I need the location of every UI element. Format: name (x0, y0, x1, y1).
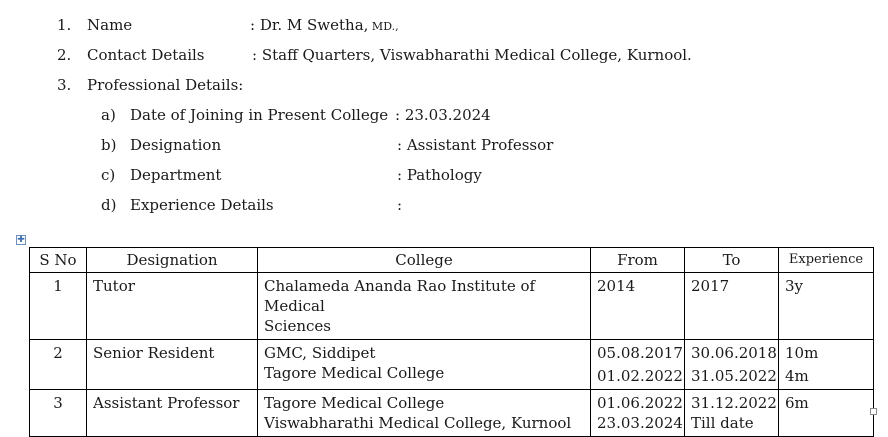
row-3-from (591, 390, 685, 437)
name-label: Name (87, 16, 133, 34)
subitem-letter-c: c) (101, 166, 116, 184)
row-2-from-line-1: 05.08.2017 (597, 344, 683, 362)
row-3-college-line-1: Tagore Medical College (264, 394, 445, 412)
row-1-college (258, 273, 591, 340)
row-2-to-line-2: 31.05.2022 (691, 367, 777, 385)
row-1-experience: 3y (779, 273, 874, 340)
department-label: Department (130, 166, 222, 184)
row-1-college-line-1: Chalameda Ananda Rao Institute of Medical (264, 277, 536, 315)
row-3-to (685, 390, 779, 437)
name-value (250, 15, 399, 37)
subitem-letter-d: d) (101, 196, 117, 214)
table-row (30, 273, 874, 340)
row-1-to: 2017 (685, 273, 779, 340)
row-2-experience-line-1: 10m (785, 344, 819, 362)
header-college: College (258, 248, 591, 273)
experience-table (29, 247, 874, 437)
name-value-text: : Dr. M Swetha, (250, 16, 369, 34)
row-3-from-line-1: 01.06.2022 (597, 394, 683, 412)
table-row (30, 340, 874, 390)
designation-label: Designation (130, 136, 222, 154)
row-1-designation: Tutor (87, 273, 258, 340)
row-2-to (685, 340, 779, 390)
header-designation: Designation (87, 248, 258, 273)
table-move-handle-icon[interactable]: ✚ (17, 235, 25, 245)
item-number-2: 2. (57, 46, 72, 64)
designation-value: : Assistant Professor (397, 136, 554, 154)
row-2-from (591, 340, 685, 390)
row-3-designation: Assistant Professor (87, 390, 258, 437)
row-3-to-line-1: 31.12.2022 (691, 394, 777, 412)
header-experience: Experience (779, 248, 874, 273)
row-1-from: 2014 (591, 273, 685, 340)
row-2-sno: 2 (30, 340, 87, 390)
professional-details-heading: Professional Details: (87, 76, 244, 94)
item-number-1: 1. (57, 16, 72, 34)
row-2-college (258, 340, 591, 390)
item-number-3: 3. (57, 76, 72, 94)
header-sno: S No (30, 248, 87, 273)
name-degree: MD., (368, 20, 399, 33)
experience-details-label: Experience Details (130, 196, 274, 214)
department-value: : Pathology (397, 166, 482, 184)
row-2-experience (779, 340, 874, 390)
contact-value: : Staff Quarters, Viswabharathi Medical College, Kurnool. (252, 46, 692, 64)
header-to: To (685, 248, 779, 273)
row-3-experience: 6m (779, 390, 874, 437)
contact-label: Contact Details (87, 46, 205, 64)
subitem-letter-a: a) (101, 106, 116, 124)
header-from: From (591, 248, 685, 273)
date-of-joining-value: : 23.03.2024 (395, 106, 491, 124)
row-2-college-line-2: Tagore Medical College (264, 364, 445, 382)
row-2-college-line-1: GMC, Siddipet (264, 344, 376, 362)
row-2-from-line-2: 01.02.2022 (597, 367, 683, 385)
row-3-to-line-2: Till date (691, 414, 754, 432)
row-1-sno: 1 (30, 273, 87, 340)
row-3-sno: 3 (30, 390, 87, 437)
experience-details-value: : (397, 196, 403, 214)
row-3-college (258, 390, 591, 437)
date-of-joining-label: Date of Joining in Present College (130, 106, 389, 124)
subitem-letter-b: b) (101, 136, 117, 154)
table-row (30, 390, 874, 437)
table-header-row (30, 248, 874, 273)
table-resize-handle[interactable] (870, 408, 877, 415)
row-2-experience-line-2: 4m (785, 367, 809, 385)
row-2-to-line-1: 30.06.2018 (691, 344, 777, 362)
row-3-from-line-2: 23.03.2024 (597, 414, 683, 432)
row-1-college-line-2: Sciences (264, 317, 331, 335)
row-3-college-line-2: Viswabharathi Medical College, Kurnool (264, 414, 572, 432)
row-2-designation: Senior Resident (87, 340, 258, 390)
